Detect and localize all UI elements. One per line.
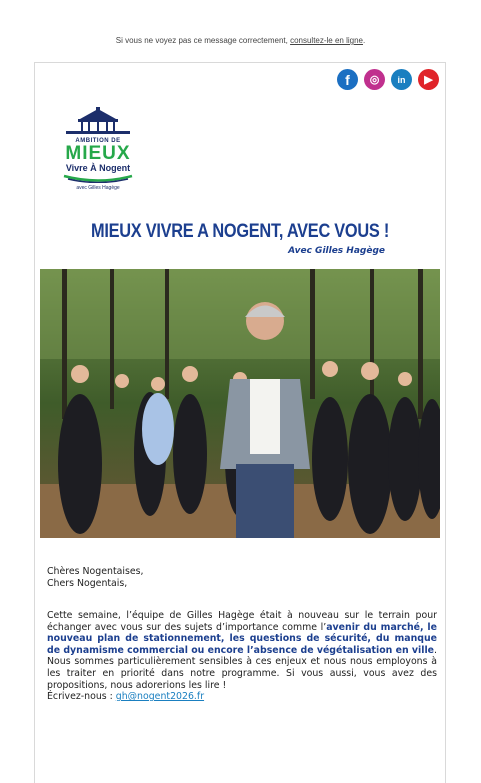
greeting (47, 566, 437, 589)
email-card (34, 62, 446, 783)
preheader-end: . (363, 36, 366, 45)
contact-label: Écrivez-nous : (47, 691, 116, 703)
body-text (47, 610, 437, 703)
facebook-icon[interactable]: f (337, 69, 358, 90)
logo-line-4: avec Gilles Hagège (76, 185, 120, 191)
preheader (0, 36, 481, 45)
logo-line-2: MIEUX (65, 143, 131, 164)
logo-line-3: Vivre À Nogent (65, 163, 131, 173)
view-online-link[interactable]: consultez-le en ligne (290, 36, 363, 45)
headline: MIEUX VIVRE A NOGENT, AVEC VOUS ! (90, 221, 390, 242)
body-start: Cette semaine, l’équipe de Gilles Hagège était à nouveau sur le terrain pour échanger avec vous sur des sujets d’importance comme l’ (47, 610, 437, 633)
contact-email-link[interactable]: gh@nogent2026.fr (115, 691, 205, 703)
greeting-line-2: Chers Nogentais, (47, 577, 128, 589)
preheader-text: Si vous ne voyez pas ce message correctement, (115, 36, 291, 45)
subheadline: Avec Gilles Hagège (288, 246, 385, 256)
greeting-line-1: Chères Nogentaises, (47, 566, 144, 577)
youtube-icon[interactable]: ▶ (418, 69, 439, 90)
body-end: . Nous sommes particulièrement sensibles à ces enjeux et nous nous employons à les traiter en priorité dans notre programme. Si vous aussi, vous avez des propositions, nous adorerions les lire ! (47, 644, 437, 691)
bandstand-logo-icon (58, 107, 138, 135)
logo-line-1: AMBITION DE (75, 138, 121, 144)
social-links (337, 69, 439, 90)
team-photo (40, 269, 440, 538)
linkedin-icon[interactable]: in (391, 69, 412, 90)
campaign-logo (57, 107, 139, 191)
logo-swoosh-icon (58, 173, 138, 183)
instagram-icon[interactable]: ◎ (364, 69, 385, 90)
body-highlight: avenir du marché, le nouveau plan de stationnement, les questions de sécurité, du manque de dynamisme commercial ou encore l’absence de végétalisation en ville (47, 621, 437, 656)
